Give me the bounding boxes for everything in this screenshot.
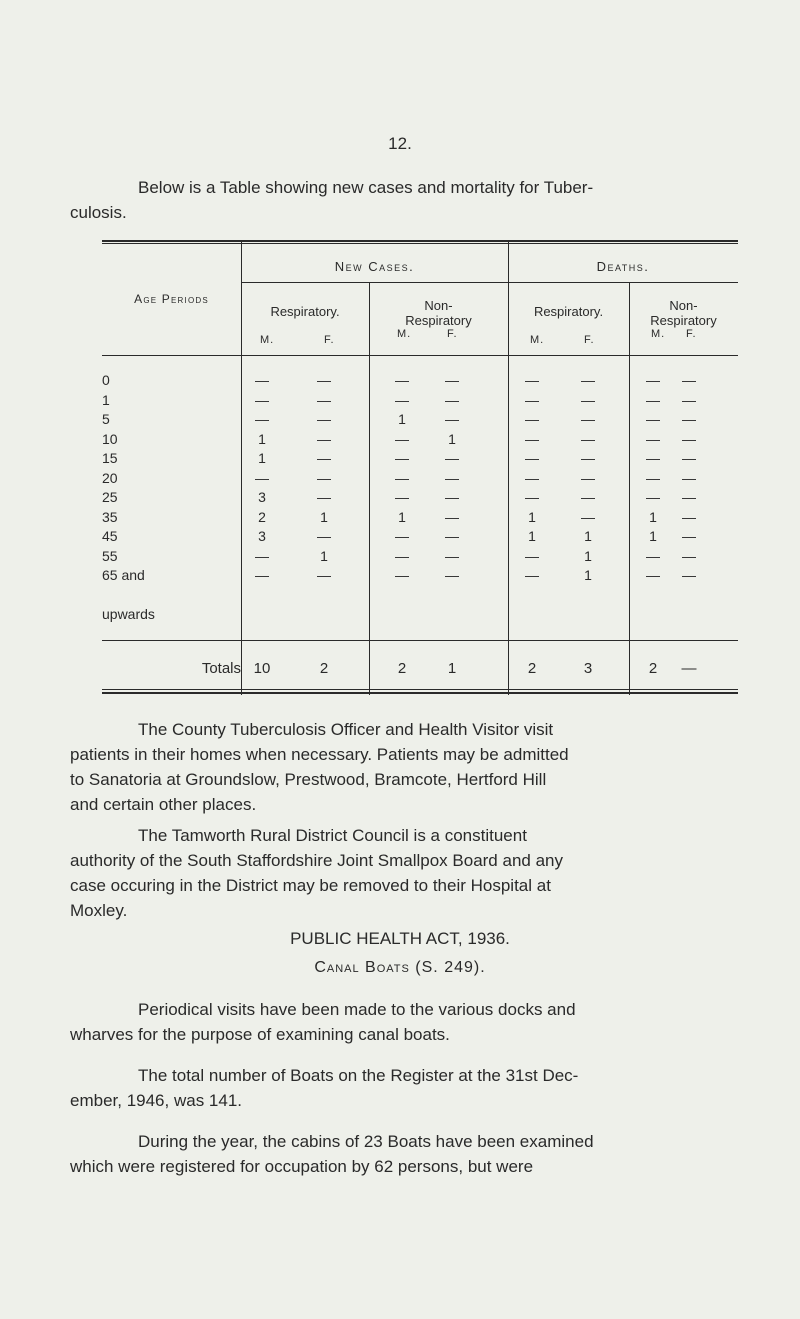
table-cell: —	[525, 547, 539, 564]
table-cell: —	[445, 372, 459, 388]
total-cell: 1	[447, 660, 457, 677]
table-cell: —	[646, 567, 660, 583]
intro-paragraph	[70, 175, 704, 225]
table-cell: 1	[528, 508, 536, 525]
table-cell: —	[581, 391, 595, 408]
table-cell: —	[525, 430, 539, 447]
deaths-resp-header: Respiratory.	[533, 304, 604, 319]
table-cell: —	[445, 411, 459, 427]
age-periods-header: Age Periods	[134, 292, 209, 306]
table-cell: 1	[448, 430, 456, 447]
total-cell: —	[681, 660, 697, 677]
table-cell: —	[445, 547, 459, 564]
para2-line-3: case occuring in the District may be removed to their Hospital at	[70, 876, 551, 895]
age-period: 20	[102, 469, 118, 486]
table-cell: —	[255, 411, 269, 427]
table-cell: —	[682, 508, 696, 525]
table-cell: —	[646, 469, 660, 486]
table-cell: —	[525, 372, 539, 388]
para1-line-3: to Sanatoria at Groundslow, Prestwood, Bramcote, Hertford Hill	[70, 770, 547, 789]
table-cell: —	[682, 430, 696, 447]
table-cell: —	[525, 411, 539, 427]
para2-line-4: Moxley.	[70, 901, 128, 920]
table-cell: —	[581, 469, 595, 486]
age-upwards-line: upwards	[102, 606, 155, 622]
table-cell: —	[255, 391, 269, 408]
table-cell: 1	[584, 567, 592, 583]
new-nonresp-header-1: Non-	[424, 298, 453, 313]
table-cell: —	[255, 547, 269, 564]
table-cell: —	[395, 489, 409, 505]
age-period: 10	[102, 430, 118, 447]
table-cell: —	[445, 567, 459, 583]
table-cell: 1	[258, 430, 266, 447]
age-period: 0	[102, 372, 110, 388]
table-cell: —	[646, 450, 660, 466]
table-cell: —	[255, 469, 269, 486]
table-cell: —	[395, 528, 409, 544]
page-number: 12.	[388, 134, 412, 153]
deaths-resp-f: F.	[584, 334, 595, 346]
age-period: 15	[102, 450, 118, 466]
table-cell: —	[581, 450, 595, 466]
table-cell: —	[581, 489, 595, 505]
table-cell: 1	[649, 528, 657, 544]
table-cell: —	[395, 547, 409, 564]
heading-public-health-act: PUBLIC HEALTH ACT, 1936.	[290, 929, 510, 948]
table-cell: —	[255, 372, 269, 388]
paragraph-tb-officer	[70, 717, 742, 817]
table-cell: —	[445, 391, 459, 408]
table-cell: —	[395, 391, 409, 408]
age-period: 1	[102, 391, 110, 408]
table-cell: 1	[398, 508, 406, 525]
totals-label: Totals	[201, 660, 241, 677]
intro-line-1: Below is a Table showing new cases and mortality for Tuber-	[138, 178, 594, 197]
table-cell: —	[525, 450, 539, 466]
deaths-nonresp-m: M.	[651, 328, 666, 340]
total-cell: 10	[253, 660, 271, 677]
new-resp-header: Respiratory.	[270, 304, 340, 319]
table-cell: —	[682, 469, 696, 486]
table-cell: —	[317, 372, 331, 388]
para2-line-1: The Tamworth Rural District Council is a constituent	[138, 826, 527, 845]
new-resp-m: M.	[260, 334, 275, 346]
table-cell: —	[581, 430, 595, 447]
subheading-canal-boats: Canal Boats (S. 249).	[314, 959, 486, 976]
new-nonresp-header-2: Respiratory	[405, 313, 472, 328]
para1-line-4: and certain other places.	[70, 795, 257, 814]
deaths-nonresp-header-2: Respiratory	[650, 313, 717, 328]
para4-line-1: The total number of Boats on the Register at the 31st Dec-	[138, 1066, 579, 1085]
table-cell: —	[682, 547, 696, 564]
table-cell: —	[525, 391, 539, 408]
table-cell: —	[317, 528, 331, 544]
table-cell: 3	[258, 489, 266, 505]
table-cell: —	[525, 567, 539, 583]
total-cell: 3	[583, 660, 593, 677]
table-cell: 1	[584, 547, 592, 564]
paragraph-boats-register	[70, 1063, 742, 1113]
table-cell: 1	[258, 450, 266, 466]
table-cell: —	[395, 450, 409, 466]
table-cell: —	[682, 489, 696, 505]
table-cell: —	[445, 508, 459, 525]
table-cell: —	[395, 567, 409, 583]
age-period: 45	[102, 528, 118, 544]
table-cell: —	[682, 528, 696, 544]
table-cell: —	[682, 567, 696, 583]
paragraph-cabins-examined	[70, 1129, 742, 1179]
age-period: 55	[102, 547, 118, 564]
paragraph-periodical-visits	[70, 997, 742, 1047]
para3-line-1: Periodical visits have been made to the various docks and	[138, 1000, 576, 1019]
table-cell: —	[646, 372, 660, 388]
total-cell: 2	[319, 660, 329, 677]
para1-line-2: patients in their homes when necessary. Patients may be admitted	[70, 745, 569, 764]
table-cell: 1	[649, 508, 657, 525]
table-cell: —	[317, 567, 331, 583]
table-cell: —	[525, 469, 539, 486]
para2-line-2: authority of the South Staffordshire Joint Smallpox Board and any	[70, 851, 563, 870]
table-cell: —	[682, 450, 696, 466]
table-cell: —	[682, 411, 696, 427]
table-cell: 1	[584, 528, 592, 544]
table-cell: —	[682, 391, 696, 408]
table-cell: —	[646, 547, 660, 564]
total-cell: 2	[648, 660, 658, 677]
table-cell: 3	[258, 528, 266, 544]
table-cell: —	[317, 430, 331, 447]
new-nonresp-m: M.	[397, 328, 412, 340]
table-cell: —	[646, 430, 660, 447]
para5-line-2: which were registered for occupation by 62 persons, but were	[70, 1157, 534, 1176]
new-nonresp-f: F.	[447, 328, 458, 340]
age-period: 25	[102, 489, 118, 505]
deaths-header: Deaths.	[596, 259, 650, 274]
intro-line-2: culosis.	[70, 203, 127, 222]
deaths-nonresp-header-1: Non-	[669, 298, 698, 313]
table-cell: —	[581, 411, 595, 427]
table-cell: 1	[528, 528, 536, 544]
table-cell: —	[255, 567, 269, 583]
table-cell: —	[646, 489, 660, 505]
table-cell: —	[317, 450, 331, 466]
table-cell: —	[395, 372, 409, 388]
age-period: 35	[102, 508, 118, 525]
table-cell: —	[445, 450, 459, 466]
table-cell: 1	[320, 547, 328, 564]
total-cell: 2	[527, 660, 537, 677]
para5-line-1: During the year, the cabins of 23 Boats have been examined	[138, 1132, 594, 1151]
table-cell: —	[581, 372, 595, 388]
table-cell: —	[682, 372, 696, 388]
table-cell: —	[395, 430, 409, 447]
age-period: 65 and	[102, 567, 145, 583]
table-cell: —	[317, 391, 331, 408]
table-cell: —	[646, 411, 660, 427]
new-cases-header: New Cases.	[334, 259, 415, 274]
table-cell: —	[445, 528, 459, 544]
table-cell: —	[317, 489, 331, 505]
paragraph-smallpox-board	[70, 823, 742, 923]
deaths-resp-m: M.	[530, 334, 545, 346]
table-cell: —	[445, 469, 459, 486]
tuberculosis-table	[102, 240, 738, 695]
table-cell: 1	[320, 508, 328, 525]
table-cell: —	[581, 508, 595, 525]
para3-line-2: wharves for the purpose of examining canal boats.	[70, 1025, 450, 1044]
age-period: 5	[102, 411, 110, 427]
table-cell: —	[317, 411, 331, 427]
para4-line-2: ember, 1946, was 141.	[70, 1091, 243, 1110]
table-cell: —	[317, 469, 331, 486]
new-resp-f: F.	[324, 334, 335, 346]
table-cell: —	[646, 391, 660, 408]
table-cell: 1	[398, 411, 406, 427]
table-cell: 2	[258, 508, 266, 525]
table-cell: —	[525, 489, 539, 505]
total-cell: 2	[397, 660, 407, 677]
table-cell: —	[445, 489, 459, 505]
table-cell: —	[395, 469, 409, 486]
deaths-nonresp-f: F.	[686, 328, 697, 340]
para1-line-1: The County Tuberculosis Officer and Health Visitor visit	[138, 720, 554, 739]
